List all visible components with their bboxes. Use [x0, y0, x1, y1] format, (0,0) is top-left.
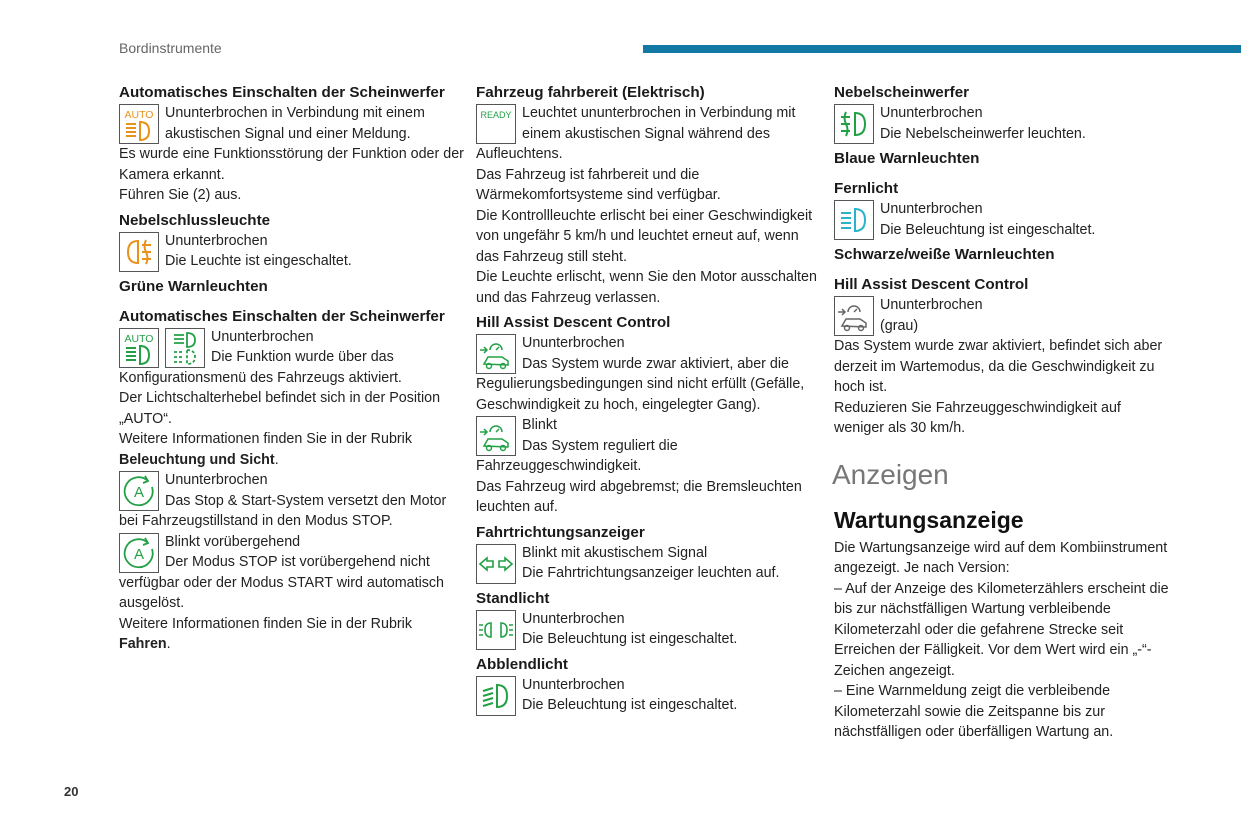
section-title: Schwarze/weiße Warnleuchten: [834, 246, 1055, 263]
hill-descent-grey-icon: [834, 296, 874, 336]
indicator-auto-headlamp-fault: AUTO Ununterbrochen in Verbindung mit einem akustischen Signal und einer Meldung.: [119, 103, 464, 144]
section-title: Abblendlicht: [476, 655, 568, 673]
rear-fog-lamp-icon: [119, 232, 159, 272]
column-2: Fahrzeug fahrbereit (Elektrisch) READY Leuchtet ununterbrochen in Verbindung mit einem akustischen Signal während des Aufleuchtens. Das Fahrzeug ist fahrbereit und die Wärmekomfortsysteme sind verfügbar. Die Kontrollleuchte erlischt bei einer Geschwindigkeit von ungefähr 5 km/h und leuchtet erneut auf, wenn das Fahrzeug still steht. Die Leuchte erlischt, wenn Sie den Motor ausschalten und das Fahrzeug verlassen. Hill Assist Descent Control Ununterbrochen Das System wurde zwar aktiviert, aber die Regulierungsbedingungen sind nicht erfüllt (Gefälle, Geschwindigkeit zu hoch, eingelegter Gang). Blinkt Das System reguliert die Fahrzeuggeschwindigkeit. Das Fahrzeug wird abgebremst; die Bremsleuchten leuchten auf. Fahrtrichtungsanzeiger Blinkt mit akustischem Signal Die Fahrtrichtungsanzeiger leuchten auf. Standlicht Ununterbrochen Die Beleuchtung ist eingeschaltet. Abblendlicht Ununterbrochen Die Beleuchtung ist eingeschaltet.: [476, 83, 821, 716]
svg-text:A: A: [133, 545, 145, 563]
section-title: Automatisches Einschalten der Scheinwerfer: [119, 84, 445, 101]
section-title: Nebelschlussleuchte: [119, 211, 271, 229]
indicator-auto-headlamp: AUTO Ununterbrochen Die Funktion wurde über das: [119, 327, 464, 368]
indicator-turn-signals: Blinkt mit akustischem Signal Die Fahrtrichtungsanzeiger leuchten auf.: [476, 543, 821, 584]
stop-start-a-icon: [119, 533, 159, 573]
section-title: Automatisches Einschalten der Scheinwerfer: [119, 307, 445, 325]
section-title: Hill Assist Descent Control: [476, 314, 671, 331]
indicator-ready: READY Leuchtet ununterbrochen in Verbindung mit einem akustischen Signal während des: [476, 103, 821, 144]
section-title: Grüne Warnleuchten: [119, 277, 268, 295]
section-header: Bordinstrumente: [119, 40, 222, 56]
page-number: 20: [64, 784, 79, 799]
link-fahren[interactable]: Fahren: [119, 636, 167, 652]
link-beleuchtung[interactable]: Beleuchtung und Sicht: [119, 451, 275, 468]
section-title: Hill Assist Descent Control: [834, 276, 1029, 293]
indicator-front-fog: Ununterbrochen Die Nebelscheinwerfer leuchten.: [834, 103, 1174, 144]
column-3: Nebelscheinwerfer Ununterbrochen Die Nebelscheinwerfer leuchten. Blaue Warnleuchten Fernlicht Ununterbrochen Die Beleuchtung ist eingeschaltet. Schwarze/weiße Warnleuchten Hill Assist Descent Control Ununterbrochen (grau) Das System wurde zwar aktiviert, befindet sich aber derzeit im Wartemodus, da die Geschwindigkeit zu hoch ist. Reduzieren Sie Fahrzeuggeschwindigkeit auf weniger als 30 km/h. Anzeigen Wartungsanzeige Die Wartungsanzeige wird auf dem Kombiinstrument angezeigt. Je nach Version: – Auf der Anzeige des Kilometerzählers erscheint die bis zur nächstfälligen Wartung verbleibende Kilometerzahl oder die gefahrene Strecke seit Erreichen der Fälligkeit. Vor dem Wert wird ein „-“-Zeichen angezeigt. – Eine Warnmeldung zeigt die verbleibende Kilometerzahl sowie die Zeitspanne bis zur nächstfälligen oder überfälligen Wartung an.: [834, 83, 1174, 743]
svg-text:READY: READY: [480, 110, 512, 120]
indicator-rear-fog: Ununterbrochen Die Leuchte ist eingeschaltet.: [119, 231, 464, 272]
auto-high-beam-icon: [165, 328, 205, 368]
indicator-hill-descent-grey: Ununterbrochen (grau): [834, 295, 1174, 336]
auto-headlamp-orange-icon: [119, 104, 159, 144]
indicator-stop-start-blink: A Blinkt vorübergehend Der Modus STOP ist vorübergehend nicht: [119, 532, 464, 573]
high-beam-icon: [834, 200, 874, 240]
hill-descent-icon: [476, 416, 516, 456]
section-title: Fahrtrichtungsanzeiger: [476, 523, 645, 541]
section-title: Fernlicht: [834, 180, 899, 197]
auto-headlamp-green-icon: [119, 328, 159, 368]
sidelights-icon: [476, 610, 516, 650]
section-title: Fahrzeug fahrbereit (Elektrisch): [476, 84, 705, 101]
svg-text:AUTO: AUTO: [124, 109, 154, 121]
front-fog-lamp-icon: [834, 104, 874, 144]
column-1: Automatisches Einschalten der Scheinwerfer AUTO Ununterbrochen in Verbindung mit einem akustischen Signal und einer Meldung. Es wurde eine Funktionsstörung der Funktion oder der Kamera erkannt. Führen Sie (2) aus. Nebelschlussleuchte Ununterbrochen Die Leuchte ist eingeschaltet. Grüne Warnleuchten Automatisches Einschalten der Scheinwerfer AUTO Ununterbrochen Die Funktion wurde über das Konfigurationsmenü des Fahrzeugs aktiviert. Der Lichtschalterhebel befindet sich in der Position „AUTO“. Weitere Informationen finden Sie in der Rubrik Beleuchtung und Sicht. A Ununterbrochen Das Stop & Start-System versetzt den Motor bei Fahrzeugstillstand in den Modus STOP. A Blinkt vorübergehend Der Modus STOP ist vorübergehend nicht verfügbar oder der Modus START wird automatisch ausgelöst. Weitere Informationen finden Sie in der Rubrik Fahren.: [119, 84, 464, 652]
indicator-high-beam: Ununterbrochen Die Beleuchtung ist eingeschaltet.: [834, 199, 1174, 240]
indicator-low-beam: Ununterbrochen Die Beleuchtung ist eingeschaltet.: [476, 675, 821, 716]
svg-text:A: A: [133, 484, 145, 501]
ready-icon: [476, 104, 516, 144]
svg-text:AUTO: AUTO: [124, 332, 154, 345]
turn-signal-arrows-icon: [476, 544, 516, 584]
section-title: Standlicht: [476, 589, 550, 607]
section-heading: Wartungsanzeige: [834, 506, 1024, 533]
header-accent-bar: [643, 45, 1241, 53]
indicator-hill-descent-blink: Blinkt Das System reguliert die: [476, 415, 821, 456]
hill-descent-icon: [476, 334, 516, 374]
indicator-stop-start: A Ununterbrochen Das Stop & Start-System versetzt den Motor: [119, 470, 464, 511]
indicator-hill-descent: Ununterbrochen Das System wurde zwar aktiviert, aber die: [476, 333, 821, 374]
low-beam-icon: [476, 676, 516, 716]
section-title: Blaue Warnleuchten: [834, 150, 980, 167]
chapter-heading: Anzeigen: [832, 458, 949, 490]
indicator-sidelights: Ununterbrochen Die Beleuchtung ist eingeschaltet.: [476, 609, 821, 650]
section-title: Nebelscheinwerfer: [834, 84, 970, 101]
stop-start-a-icon: [119, 471, 159, 511]
